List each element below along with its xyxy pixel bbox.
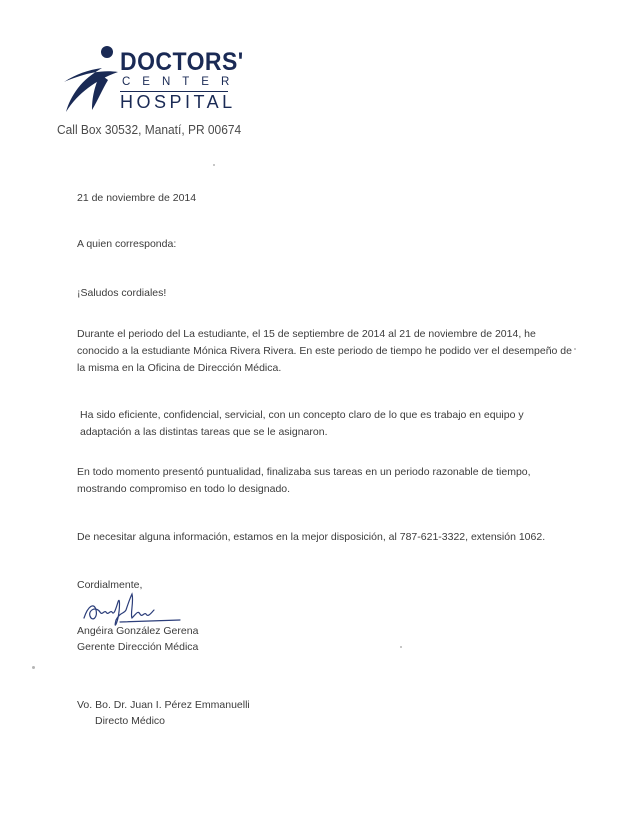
letter-salutation: A quien corresponda:	[77, 238, 177, 250]
paragraph-3: En todo momento presentó puntualidad, finalizaba sus tareas en un periodo razonable de tiempo, mostrando compromiso en todo lo designado.	[77, 466, 531, 495]
approval-line: Vo. Bo. Dr. Juan I. Pérez Emmanuelli	[77, 699, 250, 711]
scan-speck	[213, 164, 215, 166]
brand-doctors: DOCTORS'	[120, 48, 244, 76]
approval-title: Directo Médico	[95, 715, 166, 727]
paragraph-2: Ha sido eficiente, confidencial, servicial, con un concepto claro de lo que es trabajo en equipo y adaptación a las distintas tareas que se le asignaron.	[80, 409, 524, 438]
brand-hospital: HOSPITAL	[120, 92, 236, 112]
paragraph-1: Durante el periodo del La estudiante, el 15 de septiembre de 2014 al 21 de noviembre de 2014, he conocido a la estudiante Mónica Rivera Rivera. En este periodo de tiempo he podido ver el desempeño de la misma en la Oficina de Dirección Médica.	[77, 328, 572, 374]
hospital-address: Call Box 30532, Manatí, PR 00674	[57, 122, 242, 137]
brand-center: CENTER	[122, 76, 242, 88]
scan-speck	[400, 646, 402, 648]
scan-speck	[32, 666, 35, 669]
signer-name: Angéira González Gerena	[77, 625, 199, 637]
doctors-center-logo-icon	[62, 44, 122, 114]
paragraph-4: De necesitar alguna información, estamos en la mejor disposición, al 787-621-3322, extensión 1062.	[77, 531, 546, 543]
letter-greeting: ¡Saludos cordiales!	[77, 287, 167, 299]
signer-title: Gerente Dirección Médica	[77, 641, 199, 653]
letter-closing: Cordialmente,	[77, 579, 143, 591]
letter-date: 21 de noviembre de 2014	[77, 192, 197, 204]
scan-speck	[574, 348, 576, 350]
